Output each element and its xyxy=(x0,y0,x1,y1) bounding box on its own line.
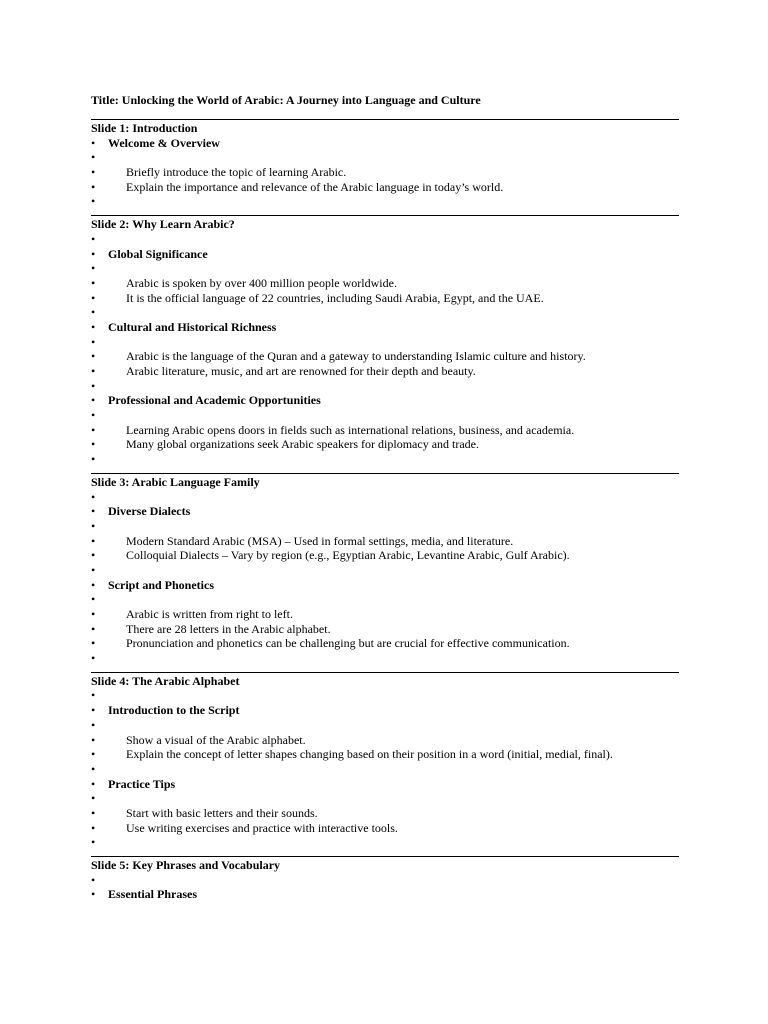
bullet-heading xyxy=(91,703,679,718)
bullet-heading xyxy=(91,320,679,335)
bullet-empty xyxy=(91,305,679,320)
bullet-glyph: • xyxy=(91,791,96,806)
bullet-glyph: • xyxy=(91,290,96,305)
bullet-item-text: Learning Arabic opens doors in fields such as international relations, business, and academia. xyxy=(126,422,575,437)
bullet-glyph: • xyxy=(91,607,96,621)
bullet-glyph: • xyxy=(91,504,96,519)
bullet-heading-text: Introduction to the Script xyxy=(108,703,240,718)
bullet-glyph: • xyxy=(91,747,96,762)
bullet-glyph: • xyxy=(91,364,96,378)
bullet-glyph: • xyxy=(91,621,96,636)
slide-title: Slide 5: Key Phrases and Vocabulary xyxy=(91,858,281,872)
bullet-heading-text: Professional and Academic Opportunities xyxy=(108,393,321,408)
bullet-glyph: • xyxy=(91,732,96,747)
bullet-item xyxy=(91,180,679,195)
bullet-empty xyxy=(91,452,679,467)
bullet-item xyxy=(91,291,679,306)
document-title: Title: Unlocking the World of Arabic: A Journey into Language and Culture xyxy=(91,93,481,107)
bullet-item xyxy=(91,534,679,549)
bullet-glyph: • xyxy=(91,688,96,703)
bullet-glyph: • xyxy=(91,577,96,592)
bullet-item xyxy=(91,548,679,563)
bullet-glyph: • xyxy=(91,135,96,150)
bullet-glyph: • xyxy=(91,835,96,850)
bullet-item-text: Briefly introduce the topic of learning Arabic. xyxy=(126,165,347,180)
slide-list xyxy=(91,119,679,902)
bullet-item-text: Arabic is the language of the Quran and a gateway to understanding Islamic culture and history. xyxy=(126,349,586,364)
bullet-glyph: • xyxy=(91,592,96,607)
bullet-glyph: • xyxy=(91,518,96,533)
bullet-heading xyxy=(91,777,679,792)
bullet-glyph: • xyxy=(91,246,96,261)
bullet-empty xyxy=(91,718,679,733)
bullet-item xyxy=(91,607,679,622)
bullet-glyph: • xyxy=(91,717,96,732)
bullet-heading xyxy=(91,247,679,262)
bullet-empty xyxy=(91,335,679,350)
bullet-glyph: • xyxy=(91,805,96,820)
bullet-glyph: • xyxy=(91,489,96,504)
bullet-glyph: • xyxy=(91,761,96,776)
bullet-heading-text: Cultural and Historical Richness xyxy=(108,319,277,334)
bullet-empty xyxy=(91,873,679,888)
bullet-heading xyxy=(91,504,679,519)
bullet-glyph: • xyxy=(91,776,96,791)
bullet-heading xyxy=(91,136,679,151)
bullet-glyph: • xyxy=(91,319,96,334)
bullet-item xyxy=(91,276,679,291)
slide-section-4 xyxy=(91,672,679,850)
slide-section-1 xyxy=(91,119,679,209)
bullet-heading xyxy=(91,887,679,902)
bullet-item xyxy=(91,622,679,637)
bullet-glyph: • xyxy=(91,636,96,651)
slide-section-5 xyxy=(91,856,679,902)
bullet-item-text: Start with basic letters and their sounds. xyxy=(126,805,318,820)
bullet-empty xyxy=(91,194,679,209)
bullet-glyph: • xyxy=(91,651,96,666)
bullet-item xyxy=(91,165,679,180)
bullet-glyph: • xyxy=(91,452,96,467)
bullet-empty xyxy=(91,563,679,578)
bullet-empty xyxy=(91,232,679,247)
bullet-empty xyxy=(91,490,679,505)
bullet-item-text: Arabic is written from right to left. xyxy=(126,607,293,621)
bullet-glyph: • xyxy=(91,275,96,290)
bullet-empty xyxy=(91,592,679,607)
bullet-item-text: Modern Standard Arabic (MSA) – Used in formal settings, media, and literature. xyxy=(126,533,514,548)
slide-title: Slide 2: Why Learn Arabic? xyxy=(91,217,235,232)
bullet-glyph: • xyxy=(91,378,96,393)
bullet-item-text: Use writing exercises and practice with interactive tools. xyxy=(126,820,398,835)
bullet-item-text: Colloquial Dialects – Vary by region (e.g., Egyptian Arabic, Levantine Arabic, Gulf Arabic). xyxy=(126,548,570,563)
bullet-empty xyxy=(91,651,679,666)
bullet-glyph: • xyxy=(91,231,96,246)
bullet-glyph: • xyxy=(91,408,96,423)
bullet-empty xyxy=(91,150,679,165)
slide-title: Slide 4: The Arabic Alphabet xyxy=(91,673,240,688)
slide-section-3 xyxy=(91,473,679,666)
bullet-heading-text: Diverse Dialects xyxy=(108,504,191,519)
bullet-item xyxy=(91,821,679,836)
bullet-glyph: • xyxy=(91,179,96,194)
bullet-empty xyxy=(91,688,679,703)
bullet-glyph: • xyxy=(91,820,96,835)
bullet-item-text: Arabic is spoken by over 400 million people worldwide. xyxy=(126,275,397,290)
bullet-heading xyxy=(91,578,679,593)
bullet-empty xyxy=(91,519,679,534)
bullet-empty xyxy=(91,762,679,777)
bullet-glyph: • xyxy=(91,334,96,349)
bullet-item-text: Many global organizations seek Arabic speakers for diplomacy and trade. xyxy=(126,437,479,452)
bullet-item xyxy=(91,349,679,364)
bullet-heading-text: Script and Phonetics xyxy=(108,577,215,592)
bullet-heading xyxy=(91,393,679,408)
bullet-glyph: • xyxy=(91,437,96,452)
bullet-glyph: • xyxy=(91,349,96,364)
bullet-item-text: Arabic literature, music, and art are renowned for their depth and beauty. xyxy=(126,364,476,378)
slide-title: Slide 3: Arabic Language Family xyxy=(91,474,260,489)
bullet-empty xyxy=(91,408,679,423)
bullet-glyph: • xyxy=(91,703,96,718)
bullet-glyph: • xyxy=(91,533,96,548)
bullet-item-text: Show a visual of the Arabic alphabet. xyxy=(126,732,306,747)
slide-section-2 xyxy=(91,215,679,467)
bullet-heading-text: Practice Tips xyxy=(108,776,176,791)
bullet-heading-text: Global Significance xyxy=(108,246,208,261)
bullet-glyph: • xyxy=(91,422,96,437)
bullet-item xyxy=(91,423,679,438)
bullet-item-text: Explain the importance and relevance of the Arabic language in today’s world. xyxy=(126,179,504,194)
bullet-heading-text: Welcome & Overview xyxy=(108,135,220,150)
bullet-empty xyxy=(91,379,679,394)
bullet-item xyxy=(91,806,679,821)
bullet-item xyxy=(91,437,679,452)
bullet-empty xyxy=(91,835,679,850)
bullet-item-text: Explain the concept of letter shapes changing based on their position in a word (initial, medial, final). xyxy=(126,747,613,762)
bullet-glyph: • xyxy=(91,872,96,887)
bullet-item xyxy=(91,733,679,748)
bullet-item xyxy=(91,747,679,762)
bullet-glyph: • xyxy=(91,887,96,902)
bullet-heading-text: Essential Phrases xyxy=(108,887,198,902)
bullet-item-text: Pronunciation and phonetics can be challenging but are crucial for effective communication. xyxy=(126,636,570,651)
bullet-item xyxy=(91,364,679,379)
bullet-glyph: • xyxy=(91,261,96,276)
bullet-empty xyxy=(91,261,679,276)
bullet-glyph: • xyxy=(91,562,96,577)
bullet-glyph: • xyxy=(91,165,96,180)
bullet-glyph: • xyxy=(91,150,96,165)
bullet-glyph: • xyxy=(91,393,96,408)
bullet-glyph: • xyxy=(91,194,96,209)
bullet-item-text: It is the official language of 22 countries, including Saudi Arabia, Egypt, and the UAE. xyxy=(126,290,544,305)
bullet-glyph: • xyxy=(91,305,96,320)
bullet-item xyxy=(91,636,679,651)
document-page xyxy=(91,93,679,908)
bullet-glyph: • xyxy=(91,548,96,563)
bullet-empty xyxy=(91,791,679,806)
slide-title: Slide 1: Introduction xyxy=(91,121,198,135)
bullet-item-text: There are 28 letters in the Arabic alphabet. xyxy=(126,621,331,636)
